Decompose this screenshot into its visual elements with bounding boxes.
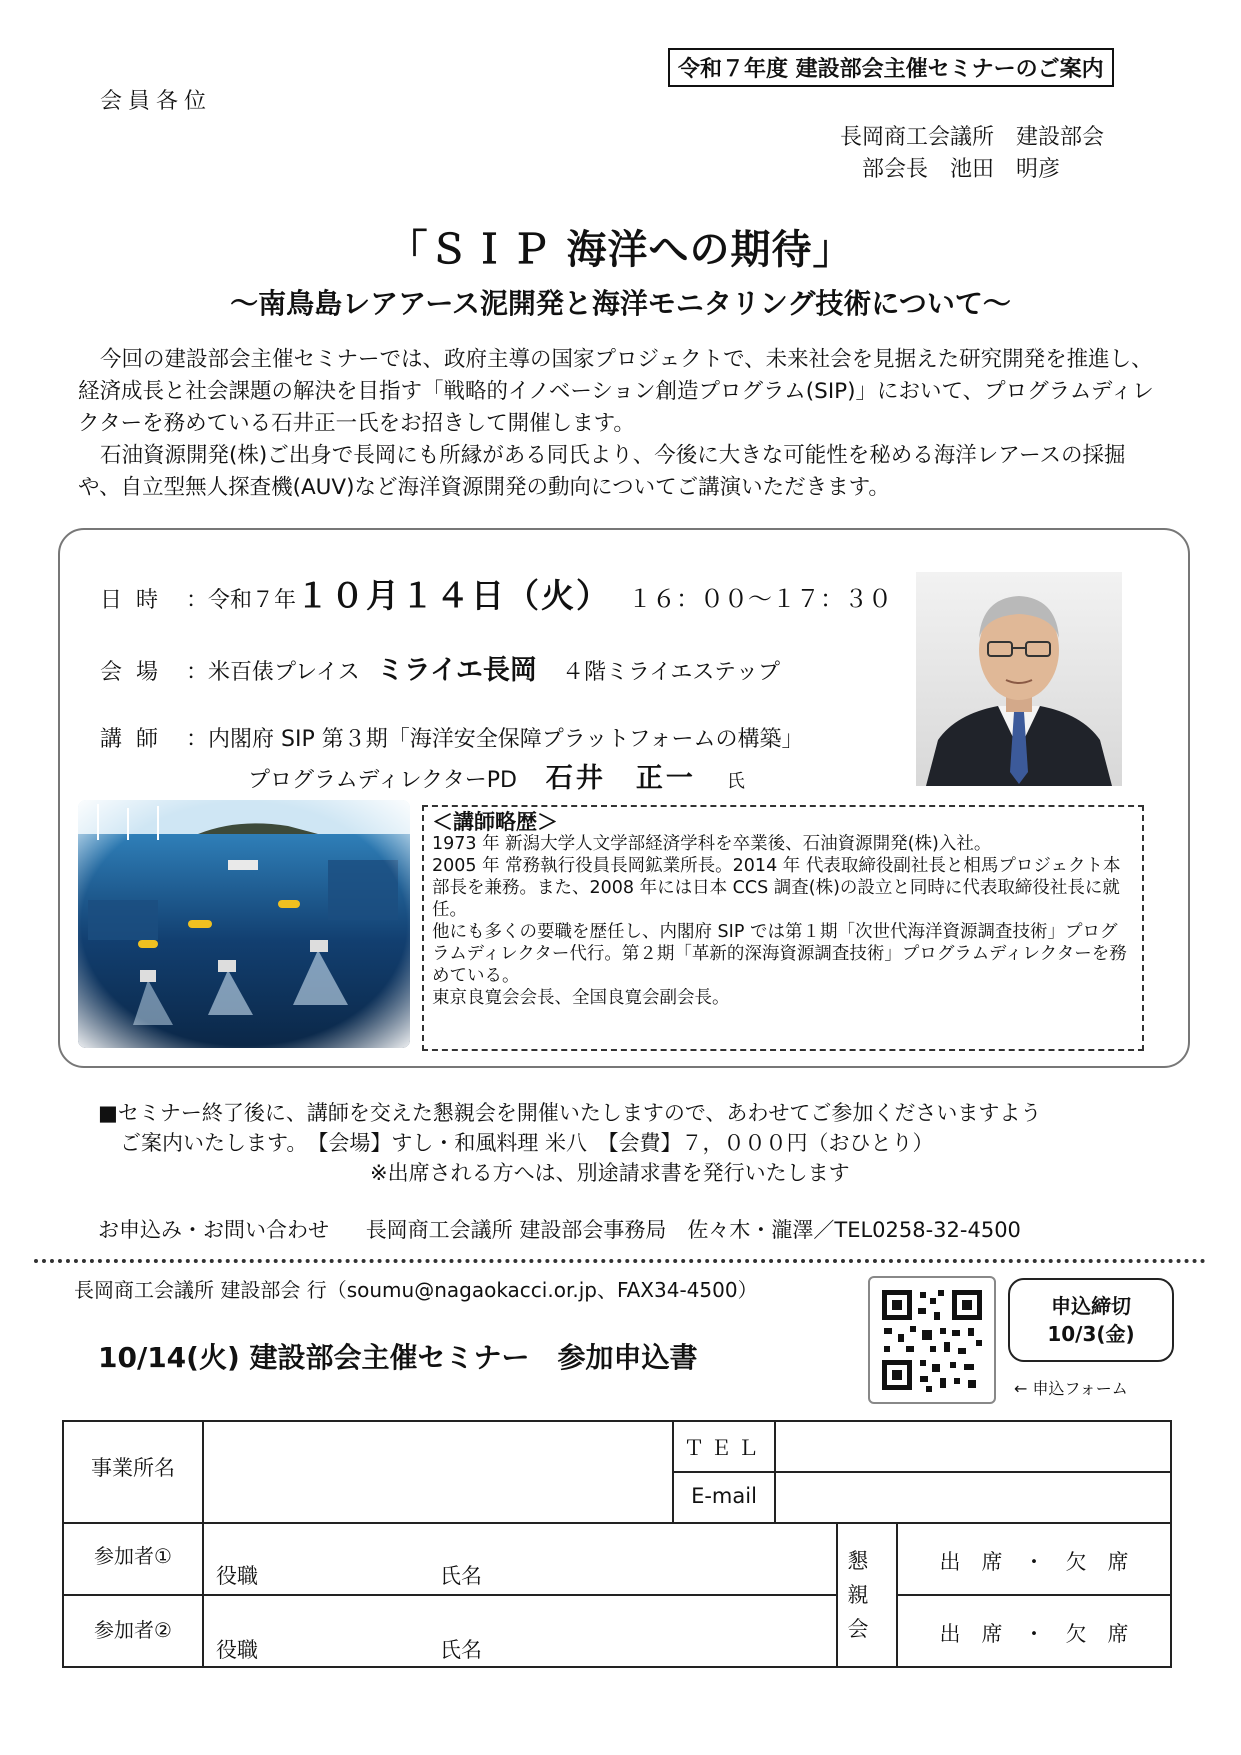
tel-field[interactable]	[778, 1424, 1168, 1468]
lecturer-name-row	[248, 756, 745, 795]
announcement-badge: 令和７年度 建設部会主催セミナーのご案内	[668, 48, 1114, 87]
seminar-title: 「ＳＩＰ 海洋への期待」	[387, 227, 854, 273]
event-lecturer	[100, 722, 804, 753]
intro-paragraph-1: 今回の建設部会主催セミナーでは、政府主導の国家プロジェクトで、未来社会を見据えた研究開発を推進し、経済成長と社会課題の解決を目指す「戦略的イノベーション創造プログラム(SIP)」において、プログラムディレクターを務めている石井正一氏をお招きして開催します。	[78, 347, 1154, 436]
company-name-label: 事業所名	[91, 1456, 175, 1480]
company-name-field[interactable]	[206, 1426, 670, 1518]
contact-label: お申込み・お問い合わせ	[98, 1218, 329, 1242]
venue-label: 会場	[100, 660, 173, 685]
datetime-date: １０月１４日（火）	[296, 576, 612, 615]
addressee: 会員各位	[100, 89, 213, 114]
contact-detail: 長岡商工会議所 建設部会事務局 佐々木・瀧澤／TEL0258-32-4500	[365, 1218, 1021, 1242]
party-line-1: ■セミナー終了後に、講師を交えた懇親会を開催いたしますので、あわせてご参加くださいますよう	[98, 1101, 1042, 1125]
party-line-2: ご案内いたします。 【会場】すし・和風料理 米八 【会費】７，０００円（おひとり）	[120, 1131, 934, 1155]
intro-text	[78, 344, 1168, 504]
application-form-table	[62, 1420, 1172, 1668]
lecturer-role: ：内閣府 SIP 第３期「海洋安全保障プラットフォームの構築」	[186, 727, 804, 752]
organizer-chair: 部会長 池田 明彦	[862, 157, 1061, 182]
ocean-monitoring-illustration	[78, 800, 410, 1048]
form-link-note: ← 申込フォーム	[1014, 1379, 1128, 1398]
lecturer-label: 講師	[100, 727, 173, 752]
deadline-date: 10/3(金)	[1047, 1322, 1135, 1346]
form-send-to: 長岡商工会議所 建設部会 行（soumu@nagaokacci.or.jp、FAX34-4500）	[74, 1278, 758, 1302]
participant-2-label: 参加者②	[94, 1618, 172, 1642]
contact-info	[98, 1214, 1021, 1244]
venue-name: ミライエ長岡	[376, 655, 537, 686]
party-line-3: ※出席される方へは、別途請求書を発行いたします	[370, 1161, 850, 1185]
cut-line	[34, 1259, 1206, 1263]
bio-line: 東京良寛会会長、全国良寛会副会長。	[432, 988, 730, 1008]
bio-line: 1973 年 新潟大学人文学部経済学科を卒業後、石油資源開発(株)入社。	[432, 834, 992, 854]
event-venue	[100, 648, 780, 687]
lecturer-bio	[422, 805, 1144, 1051]
participant-1-name-label: 氏名	[440, 1564, 482, 1588]
datetime-time: １６：００～１７：３０	[628, 585, 893, 613]
venue-floor: ４階ミライエステップ	[561, 660, 780, 685]
organizer-org: 長岡商工会議所 建設部会	[840, 125, 1105, 150]
participant-1-field[interactable]	[206, 1526, 834, 1592]
tel-label: ＴＥＬ	[683, 1436, 765, 1460]
bio-line: 他にも多くの要職を歴任し、内閣府 SIP では第１期「次世代海洋資源調査技術」プログラムディレクター代行。第２期「革新的深海資源調査技術」プログラムディレクターを務めている。	[432, 922, 1127, 986]
event-datetime	[100, 570, 892, 617]
deadline-badge	[1008, 1278, 1174, 1362]
lecturer-name: 石井 正一	[545, 763, 696, 794]
participant-2-name-label: 氏名	[440, 1638, 482, 1662]
deadline-label: 申込締切	[1051, 1294, 1131, 1318]
lecturer-photo	[916, 572, 1122, 786]
participant-2-position-label: 役職	[216, 1638, 258, 1662]
participant-2-field[interactable]	[206, 1598, 834, 1664]
datetime-label: 日時	[100, 588, 173, 613]
email-label: E-mail	[691, 1484, 757, 1508]
qr-code-icon[interactable]	[868, 1276, 996, 1404]
lecturer-title: プログラムディレクターPD	[248, 768, 517, 793]
participant-1-label: 参加者①	[94, 1544, 172, 1568]
party-info	[98, 1098, 1158, 1188]
form-title: 10/14(火) 建設部会主催セミナー 参加申込書	[98, 1341, 698, 1374]
participant-1-attendance[interactable]: 出 席 ・ 欠 席	[939, 1550, 1129, 1574]
lecturer-honorific: 氏	[726, 771, 745, 792]
bio-line: 2005 年 常務執行役員長岡鉱業所長。2014 年 代表取締役副社長と相馬プロジェクト本部長を兼務。また、2008 年には日本 CCS 調査(株)の設立と同時に代表取締役社長に就任。	[432, 856, 1121, 920]
venue-prefix: ：米百俵プレイス	[186, 660, 360, 685]
intro-paragraph-2: 石油資源開発(株)ご出身で長岡にも所縁がある同氏より、今後に大きな可能性を秘める海洋レアースの採掘や、自立型無人探査機(AUV)など海洋資源開発の動向についてご講演いただきます。	[78, 443, 1126, 500]
participant-1-position-label: 役職	[216, 1564, 258, 1588]
participant-2-attendance[interactable]: 出 席 ・ 欠 席	[939, 1622, 1129, 1646]
seminar-subtitle: ～南鳥島レアアース泥開発と海洋モニタリング技術について～	[230, 287, 1011, 320]
email-field[interactable]	[778, 1476, 1168, 1520]
datetime-era: ：令和７年	[186, 588, 297, 613]
party-column-label: 懇親会	[847, 1549, 869, 1641]
bio-heading: ＜講師略歴＞	[432, 810, 558, 834]
